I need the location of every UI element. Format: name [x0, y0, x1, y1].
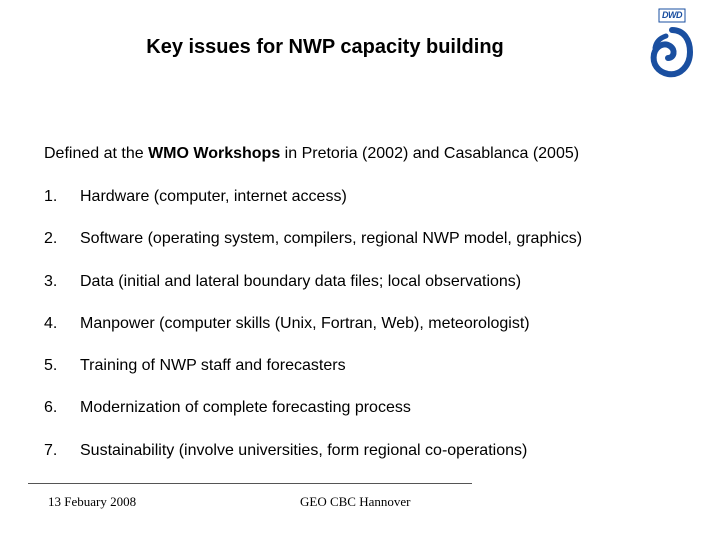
- item-number: 1.: [44, 188, 58, 205]
- item-number: 4.: [44, 314, 58, 332]
- footer-date: 13 Febuary 2008: [48, 494, 137, 509]
- footer-event: GEO CBC Hannover: [300, 494, 411, 509]
- item-number: 2.: [44, 230, 58, 248]
- footer-divider: [28, 483, 472, 484]
- item-text: Hardware (computer, internet access): [80, 188, 347, 205]
- intro-suffix: in Pretoria (2002) and Casablanca (2005): [280, 145, 580, 162]
- intro-prefix: Defined at the: [44, 145, 149, 162]
- item-text: Modernization of complete forecasting process: [80, 399, 411, 417]
- intro-text: [44, 145, 579, 163]
- item-number: 6.: [44, 399, 58, 417]
- item-number: 5.: [44, 357, 58, 375]
- item-number: 7.: [44, 441, 58, 459]
- item-text: Manpower (computer skills (Unix, Fortran, Web), meteorologist): [80, 314, 530, 332]
- intro-bold: WMO Workshops: [148, 145, 281, 162]
- item-number: 3.: [44, 272, 58, 290]
- slide-title: Key issues for NWP capacity building: [146, 36, 504, 58]
- item-text: Data (initial and lateral boundary data files; local observations): [80, 272, 522, 290]
- dwd-logo: [648, 8, 696, 84]
- item-text: Software (operating system, compilers, regional NWP model, graphics): [80, 230, 583, 248]
- item-text: Sustainability (involve universities, form regional co-operations): [80, 441, 528, 459]
- logo-text: DWD: [662, 10, 682, 20]
- item-text: Training of NWP staff and forecasters: [80, 357, 346, 375]
